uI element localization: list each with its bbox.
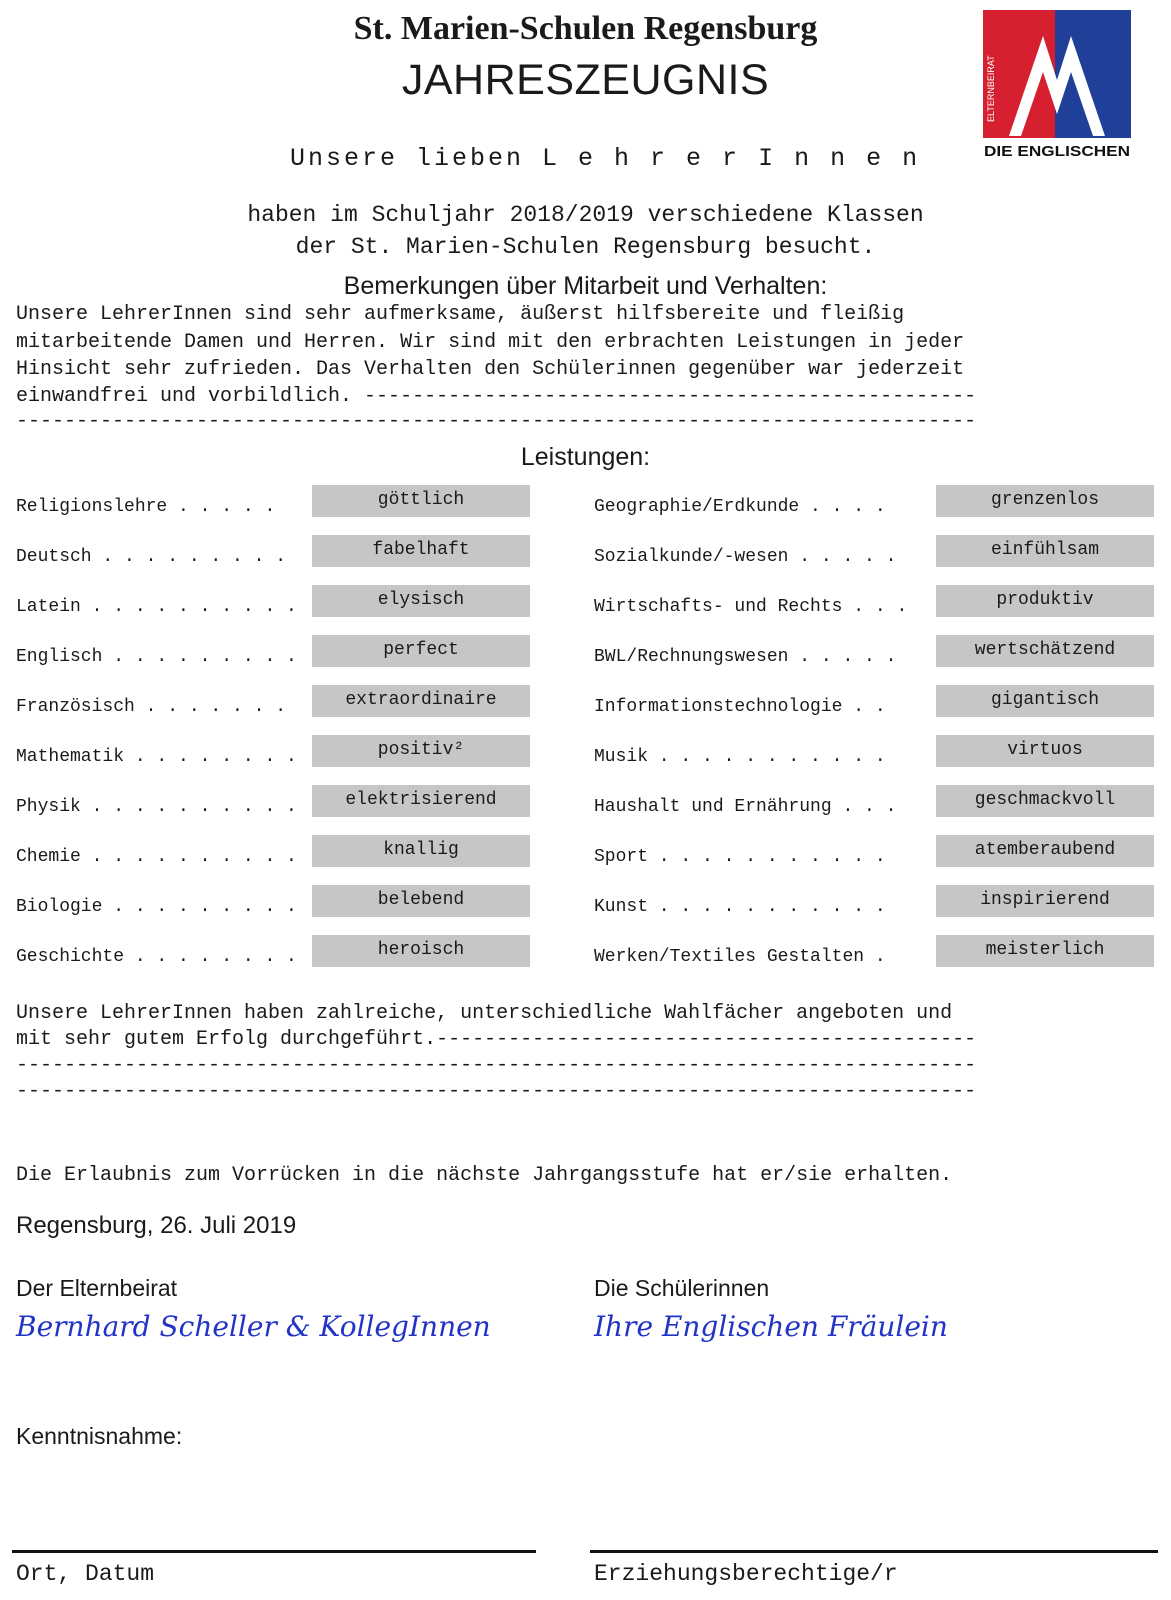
- grade-box: gigantisch: [936, 685, 1154, 717]
- intro-line: der St. Marien-Schulen Regensburg besucht.: [295, 234, 876, 260]
- subject-label: Deutsch . . . . . . . . .: [16, 547, 287, 567]
- grade-box: elektrisierend: [312, 785, 530, 817]
- logo-caption: DIE ENGLISCHEN: [984, 143, 1130, 160]
- remarks-line: einwandfrei und vorbildlich. ---------------------------------------------------: [16, 385, 977, 408]
- grade-box: geschmackvoll: [936, 785, 1154, 817]
- place-date-caption: Ort, Datum: [16, 1561, 155, 1587]
- subtitle: Unsere lieben L e h r e r I n n e n: [290, 144, 921, 173]
- grade-box: produktiv: [936, 585, 1154, 617]
- parents-council-signature: Bernhard Scheller & KollegInnen: [16, 1310, 491, 1343]
- subject-label: Musik . . . . . . . . . . .: [594, 747, 886, 767]
- guardian-caption: Erziehungsberechtige/r: [594, 1561, 898, 1587]
- electives-line: mit sehr gutem Erfolg durchgeführt.---------------------------------------------: [16, 1028, 977, 1051]
- students-label: Die Schülerinnen: [594, 1275, 770, 1301]
- electives-dash-line: --------------------------------------------------------------------------------: [16, 1054, 977, 1077]
- remarks-heading: Bemerkungen über Mitarbeit und Verhalten:: [343, 272, 828, 300]
- guardian-signature-line: [590, 1550, 1158, 1553]
- grade-box: heroisch: [312, 935, 530, 967]
- electives-line: Unsere LehrerInnen haben zahlreiche, unterschiedliche Wahlfächer angeboten und: [16, 1002, 953, 1025]
- remarks-line: mitarbeitende Damen und Herren. Wir sind mit den erbrachten Leistungen in jeder: [16, 331, 965, 354]
- grade-box: elysisch: [312, 585, 530, 617]
- grade-box: knallig: [312, 835, 530, 867]
- grade-box: belebend: [312, 885, 530, 917]
- acknowledgement-label: Kenntnisnahme:: [16, 1423, 183, 1449]
- subject-label: Physik . . . . . . . . . .: [16, 797, 297, 817]
- subject-label: Chemie . . . . . . . . . .: [16, 847, 297, 867]
- grade-box: meisterlich: [936, 935, 1154, 967]
- grade-box: positiv²: [312, 735, 530, 767]
- grade-box: einfühlsam: [936, 535, 1154, 567]
- grade-box: inspirierend: [936, 885, 1154, 917]
- intro-line: haben im Schuljahr 2018/2019 verschiedene Klassen: [247, 202, 924, 228]
- logo-side-text: ELTERNBEIRAT: [986, 55, 996, 122]
- grade-box: perfect: [312, 635, 530, 667]
- place-date-signature-line: [12, 1550, 536, 1553]
- place-date: Regensburg, 26. Juli 2019: [16, 1212, 297, 1239]
- school-name: St. Marien-Schulen Regensburg: [353, 10, 818, 47]
- subject-label: Sport . . . . . . . . . . .: [594, 847, 886, 867]
- grade-box: göttlich: [312, 485, 530, 517]
- parents-council-label: Der Elternbeirat: [16, 1275, 178, 1301]
- document-title: JAHRESZEUGNIS: [401, 56, 770, 104]
- subject-label: Informationstechnologie . .: [594, 697, 886, 717]
- promotion-statement: Die Erlaubnis zum Vorrücken in die nächste Jahrgangsstufe hat er/sie erhalten.: [16, 1164, 953, 1187]
- students-signature: Ihre Englischen Fräulein: [594, 1310, 948, 1343]
- grade-box: grenzenlos: [936, 485, 1154, 517]
- subject-label: Französisch . . . . . . .: [16, 697, 287, 717]
- subject-label: BWL/Rechnungswesen . . . . .: [594, 647, 897, 667]
- subject-label: Religionslehre . . . . .: [16, 497, 276, 517]
- subject-label: Wirtschafts- und Rechts . . .: [594, 597, 908, 617]
- grade-box: wertschätzend: [936, 635, 1154, 667]
- grade-box: atemberaubend: [936, 835, 1154, 867]
- electives-dash-line: --------------------------------------------------------------------------------: [16, 1080, 977, 1103]
- subject-label: Kunst . . . . . . . . . . .: [594, 897, 886, 917]
- grades-heading: Leistungen:: [520, 443, 651, 471]
- grade-box: fabelhaft: [312, 535, 530, 567]
- subject-label: Englisch . . . . . . . . .: [16, 647, 297, 667]
- subject-label: Sozialkunde/-wesen . . . . .: [594, 547, 897, 567]
- subject-label: Biologie . . . . . . . . .: [16, 897, 297, 917]
- subject-label: Geschichte . . . . . . . .: [16, 947, 297, 967]
- grade-box: extraordinaire: [312, 685, 530, 717]
- elternbeirat-logo: [983, 10, 1131, 160]
- subject-label: Haushalt und Ernährung . . .: [594, 797, 897, 817]
- grade-box: virtuos: [936, 735, 1154, 767]
- subject-label: Latein . . . . . . . . . .: [16, 597, 297, 617]
- remarks-dash-line: --------------------------------------------------------------------------------: [16, 410, 977, 433]
- subject-label: Werken/Textiles Gestalten .: [594, 947, 886, 967]
- remarks-line: Unsere LehrerInnen sind sehr aufmerksame, äußerst hilfsbereite und fleißig: [16, 303, 905, 326]
- subject-label: Mathematik . . . . . . . .: [16, 747, 297, 767]
- remarks-line: Hinsicht sehr zufrieden. Das Verhalten den Schülerinnen gegenüber war jederzeit: [16, 358, 965, 381]
- subject-label: Geographie/Erdkunde . . . .: [594, 497, 886, 517]
